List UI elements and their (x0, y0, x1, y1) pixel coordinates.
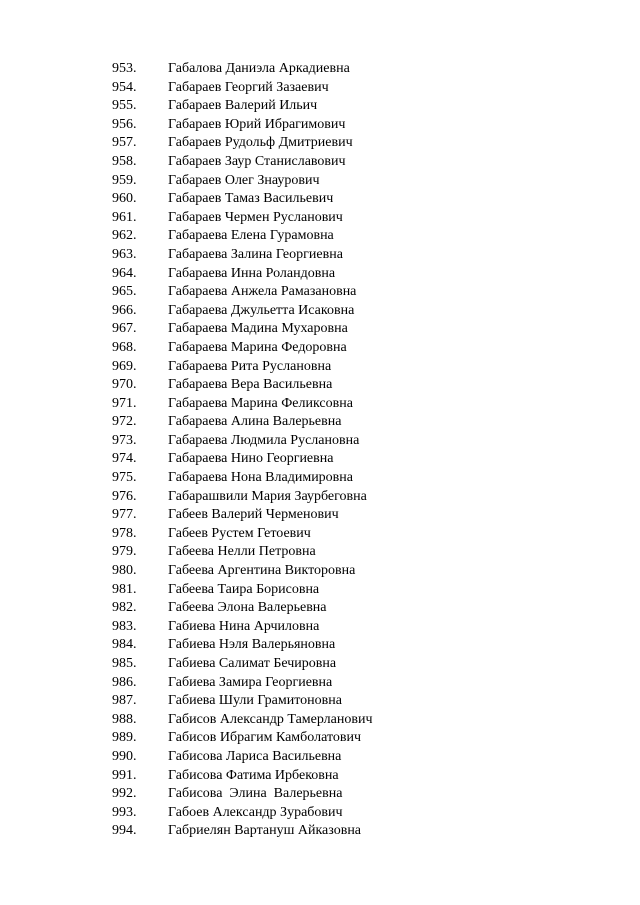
list-item-number: 973. (112, 432, 137, 448)
list-item (112, 97, 373, 116)
list-item (112, 116, 373, 135)
list-item-name: Габараева Инна Роландовна (168, 265, 336, 281)
list-item-number: 991. (112, 767, 137, 783)
list-item-number: 970. (112, 377, 137, 393)
list-item (112, 748, 373, 767)
list-item (112, 785, 373, 804)
list-item-name: Габоев Александр Зурабович (168, 804, 343, 820)
list-item (112, 172, 373, 191)
list-item-name: Габараева Джульетта Исаковна (168, 302, 355, 318)
list-item-name: Габараев Рудольф Дмитриевич (168, 135, 353, 151)
list-item-name: Габалова Даниэла Аркадиевна (168, 61, 350, 76)
list-item-name: Габисов Ибрагим Камболатович (168, 730, 362, 746)
list-item-name: Габараев Георгий Зазаевич (168, 79, 329, 95)
list-item (112, 79, 373, 98)
list-item-name: Габараев Тамаз Васильевич (168, 191, 334, 207)
list-item-name: Габараева Мадина Мухаровна (168, 321, 348, 337)
list-item (112, 618, 373, 637)
list-item-number: 975. (112, 470, 137, 486)
list-item-name: Габараева Марина Федоровна (168, 339, 347, 355)
list-item-number: 957. (112, 135, 137, 151)
list-item-name: Габиева Нина Арчиловна (168, 618, 320, 634)
list-item-number: 981. (112, 581, 137, 597)
list-item-number: 954. (112, 79, 137, 95)
list-item-name: Габеев Рустем Гетоевич (168, 525, 311, 541)
list-item (112, 506, 373, 525)
list-item-name: Габисова Элина Валерьевна (168, 786, 343, 802)
list-item (112, 376, 373, 395)
list-item-number: 955. (112, 98, 137, 114)
list-item-name: Габараева Вера Васильевна (168, 377, 333, 393)
list-item-name: Габеева Таира Борисовна (168, 581, 320, 597)
list-item (112, 674, 373, 693)
list-item-name: Габеева Аргентина Викторовна (168, 563, 356, 579)
list-item-number: 965. (112, 284, 137, 300)
list-item (112, 413, 373, 432)
list-item-name: Габисова Лариса Васильевна (168, 748, 342, 764)
list-item-number: 971. (112, 395, 137, 411)
list-item-name: Габисова Фатима Ирбековна (168, 767, 339, 783)
list-item-number: 958. (112, 153, 137, 169)
list-item-number: 969. (112, 358, 137, 374)
list-item-number: 988. (112, 711, 137, 727)
list-item-number: 978. (112, 525, 137, 541)
list-item (112, 302, 373, 321)
list-item (112, 767, 373, 786)
list-item-name: Габараев Заур Станиславович (168, 153, 346, 169)
list-item-name: Габараева Рита Руслановна (168, 358, 332, 374)
list-item (112, 636, 373, 655)
list-item-name: Габараев Валерий Ильич (168, 98, 318, 114)
list-item-name: Габараев Юрий Ибрагимович (168, 116, 346, 132)
list-item-number: 964. (112, 265, 137, 281)
list-item (112, 227, 373, 246)
list-item-number: 961. (112, 209, 137, 225)
list-item (112, 246, 373, 265)
list-item-name: Габиева Салимат Бечировна (168, 656, 337, 671)
list-item-name: Габеева Нелли Петровна (168, 544, 316, 560)
list-item (112, 265, 373, 284)
list-item-name: Габараева Залина Георгиевна (168, 246, 343, 262)
list-item-number: 956. (112, 116, 137, 132)
list-item (112, 711, 373, 730)
list-item-number: 982. (112, 600, 137, 616)
list-item (112, 729, 373, 748)
list-item (112, 581, 373, 600)
list-item-number: 986. (112, 674, 137, 690)
list-item (112, 469, 373, 488)
list-item-number: 994. (112, 823, 137, 839)
list-item-number: 992. (112, 786, 137, 802)
list-item-number: 962. (112, 228, 137, 244)
list-item (112, 488, 373, 507)
list-item-number: 960. (112, 191, 137, 207)
list-item-number: 974. (112, 451, 137, 467)
list-item-name: Габиева Нэля Валерьяновна (168, 637, 336, 653)
list-item-name: Габеев Валерий Черменович (168, 507, 339, 523)
list-item-number: 980. (112, 563, 137, 579)
list-item-name: Габараева Нино Георгиевна (168, 451, 334, 467)
name-list (112, 60, 373, 841)
list-item-number: 966. (112, 302, 137, 318)
list-item-number: 953. (112, 61, 137, 76)
list-item-number: 983. (112, 618, 137, 634)
list-item-name: Габараева Алина Валерьевна (168, 414, 342, 430)
list-item (112, 60, 373, 79)
list-item (112, 190, 373, 209)
list-item-name: Габеева Элона Валерьевна (168, 600, 327, 616)
list-item (112, 804, 373, 823)
list-item-number: 989. (112, 730, 137, 746)
list-item-name: Габараева Марина Феликсовна (168, 395, 353, 411)
list-item (112, 692, 373, 711)
list-item-name: Габараева Нона Владимировна (168, 470, 354, 486)
list-item (112, 339, 373, 358)
list-item-name: Габараева Анжела Рамазановна (168, 284, 357, 300)
list-item-number: 972. (112, 414, 137, 430)
list-item-number: 990. (112, 748, 137, 764)
list-item-number: 979. (112, 544, 137, 560)
list-item-name: Габараева Людмила Руслановна (168, 432, 360, 448)
list-item-name: Габиева Шули Грамитоновна (168, 693, 342, 709)
list-item (112, 283, 373, 302)
list-item-name: Габараев Чермен Русланович (168, 209, 343, 225)
list-item (112, 209, 373, 228)
list-item-name: Габриелян Вартануш Айказовна (168, 823, 362, 839)
list-item (112, 599, 373, 618)
list-item-number: 967. (112, 321, 137, 337)
list-item-number: 976. (112, 488, 137, 504)
list-item-name: Габараев Олег Знаурович (168, 172, 320, 188)
list-item-number: 984. (112, 637, 137, 653)
list-item (112, 358, 373, 377)
list-item (112, 525, 373, 544)
list-item-number: 968. (112, 339, 137, 355)
list-item (112, 134, 373, 153)
list-item (112, 655, 373, 674)
list-item-name: Габисов Александр Тамерланович (168, 711, 373, 727)
list-item-number: 985. (112, 656, 137, 671)
list-item (112, 395, 373, 414)
list-item (112, 153, 373, 172)
list-item (112, 320, 373, 339)
list-item-name: Габарашвили Мария Заурбеговна (168, 488, 367, 504)
list-item-number: 959. (112, 172, 137, 188)
list-item (112, 822, 373, 841)
list-item-number: 977. (112, 507, 137, 523)
list-item (112, 543, 373, 562)
list-item-name: Габараева Елена Гурамовна (168, 228, 334, 244)
list-item-name: Габиева Замира Георгиевна (168, 674, 333, 690)
list-item-number: 993. (112, 804, 137, 820)
list-item (112, 562, 373, 581)
list-item (112, 450, 373, 469)
list-item (112, 432, 373, 451)
list-item-number: 963. (112, 246, 137, 262)
list-item-number: 987. (112, 693, 137, 709)
